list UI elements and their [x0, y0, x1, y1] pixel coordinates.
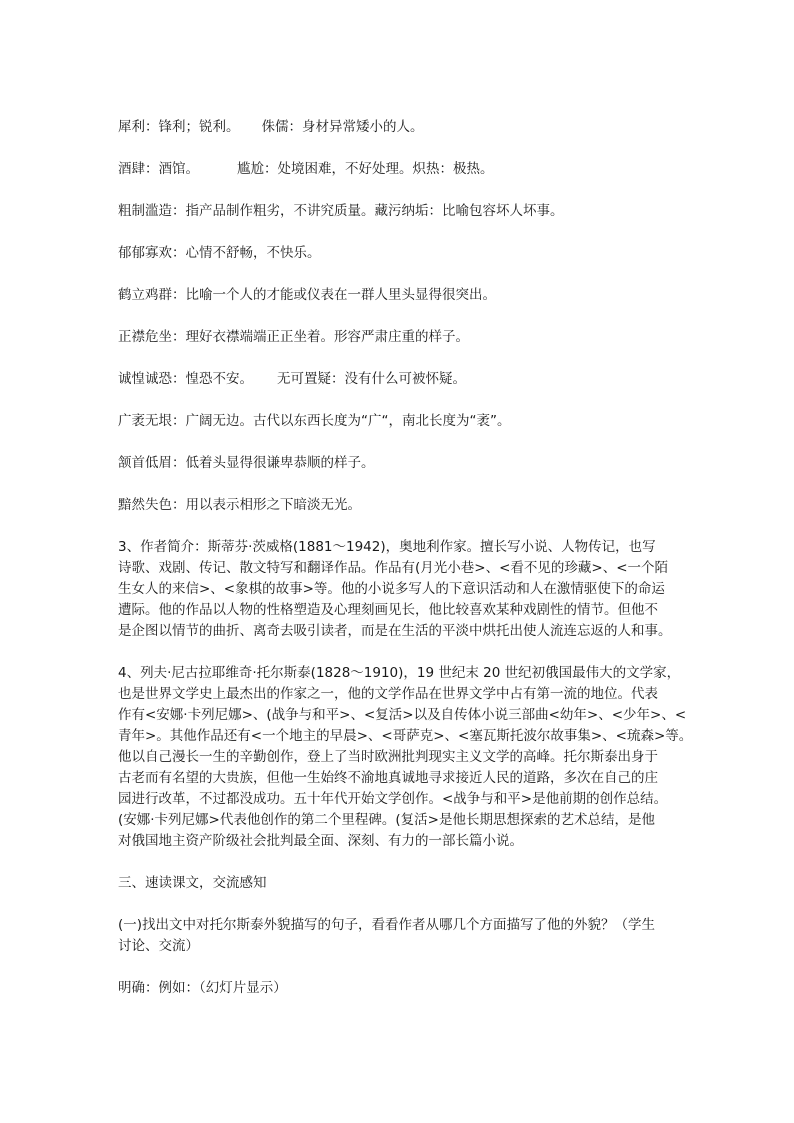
vocab-line: 正襟危坐：理好衣襟端端正正坐着。形容严肃庄重的样子。 — [118, 329, 469, 345]
vocab-line: 黯然失色：用以表示相形之下暗淡无光。 — [118, 497, 361, 513]
vocab-line: 郁郁寡欢：心情不舒畅，不快乐。 — [118, 245, 321, 261]
author-intro-tolstoy: 4、列夫·尼古拉耶维奇·托尔斯泰(1828～1910)，19 世纪末 20 世纪初俄国最伟大的文学家， 也是世界文学史上最杰出的作家之一，他的文学作品在世界文学中占有第一流的地位。代表 作有<安娜·卡列尼娜>、(战争与和平>、<复活>以及自传体小说三部曲<幼年>、<少年>、< 青年>。其他作品还有<一个地主的早晨>、<哥萨克>、<塞瓦斯托波尔故事集>、<琉森>等。 他以自己漫长一生的辛勤创作，登上了当时欧洲批判现实主义文学的高峰。托尔斯泰出身于 古老而有名望的大贵族，但他一生始终不渝地真诚地寻求接近人民的道路，多次在自己的庄 园进行改革，不过都没成功。五十年代开始文学创作。<战争与和平>是他前期的创作总结。 (安娜·卡列尼娜>代表他创作的第二个里程碑。(复活>是他长期思想探索的艺术总结，是他 对俄国地主资产阶级社会批判最全面、深刻、有力的一部长篇小说。 — [118, 665, 693, 849]
author-intro-zweig: 3、作者简介：斯蒂芬·茨威格(1881～1942)，奥地利作家。擅长写小说、人物传记，也写 诗歌、戏剧、传记、散文特写和翻译作品。作品有(月光小巷>、<看不见的珍藏>、<一个陌 生女人的来信>、<象棋的故事>等。他的小说多写人的下意识活动和人在激情驱使下的命运 遭际。他的作品以人物的性格塑造及心理刻画见长，他比较喜欢某种戏剧性的情节。但他不 是企图以情节的曲折、离奇去吸引读者，而是在生活的平淡中烘托出使人流连忘返的人和事。 — [118, 539, 672, 639]
question-paragraph: (一)找出文中对托尔斯泰外貌描写的句子，看看作者从哪几个方面描写了他的外貌？（学生 讨论、交流） — [118, 917, 656, 954]
section-heading: 三、速读课文，交流感知 — [118, 875, 267, 891]
vocab-line: 颔首低眉：低着头显得很谦卑恭顺的样子。 — [118, 455, 375, 471]
vocab-line: 广袤无垠：广阔无边。古代以东西长度为“广“，南北长度为“袤”。 — [118, 413, 511, 429]
clarify-line: 明确：例如：（幻灯片显示） — [118, 980, 287, 996]
vocab-line: 诚惶诚恐：惶恐不安。 无可置疑：没有什么可被怀疑。 — [118, 371, 466, 387]
vocab-line: 鹤立鸡群：比喻一个人的才能或仪表在一群人里头显得很突出。 — [118, 287, 496, 303]
document-page — [118, 117, 693, 1020]
vocab-line: 犀利：锋利；锐利。 侏儒：身材异常矮小的人。 — [118, 119, 424, 135]
vocab-line: 粗制滥造：指产品制作粗劣，不讲究质量。藏污纳垢：比喻包容坏人坏事。 — [118, 203, 564, 219]
vocab-line: 酒肆：酒馆。 尴尬：处境困难，不好处理。炽热：极热。 — [118, 161, 494, 177]
